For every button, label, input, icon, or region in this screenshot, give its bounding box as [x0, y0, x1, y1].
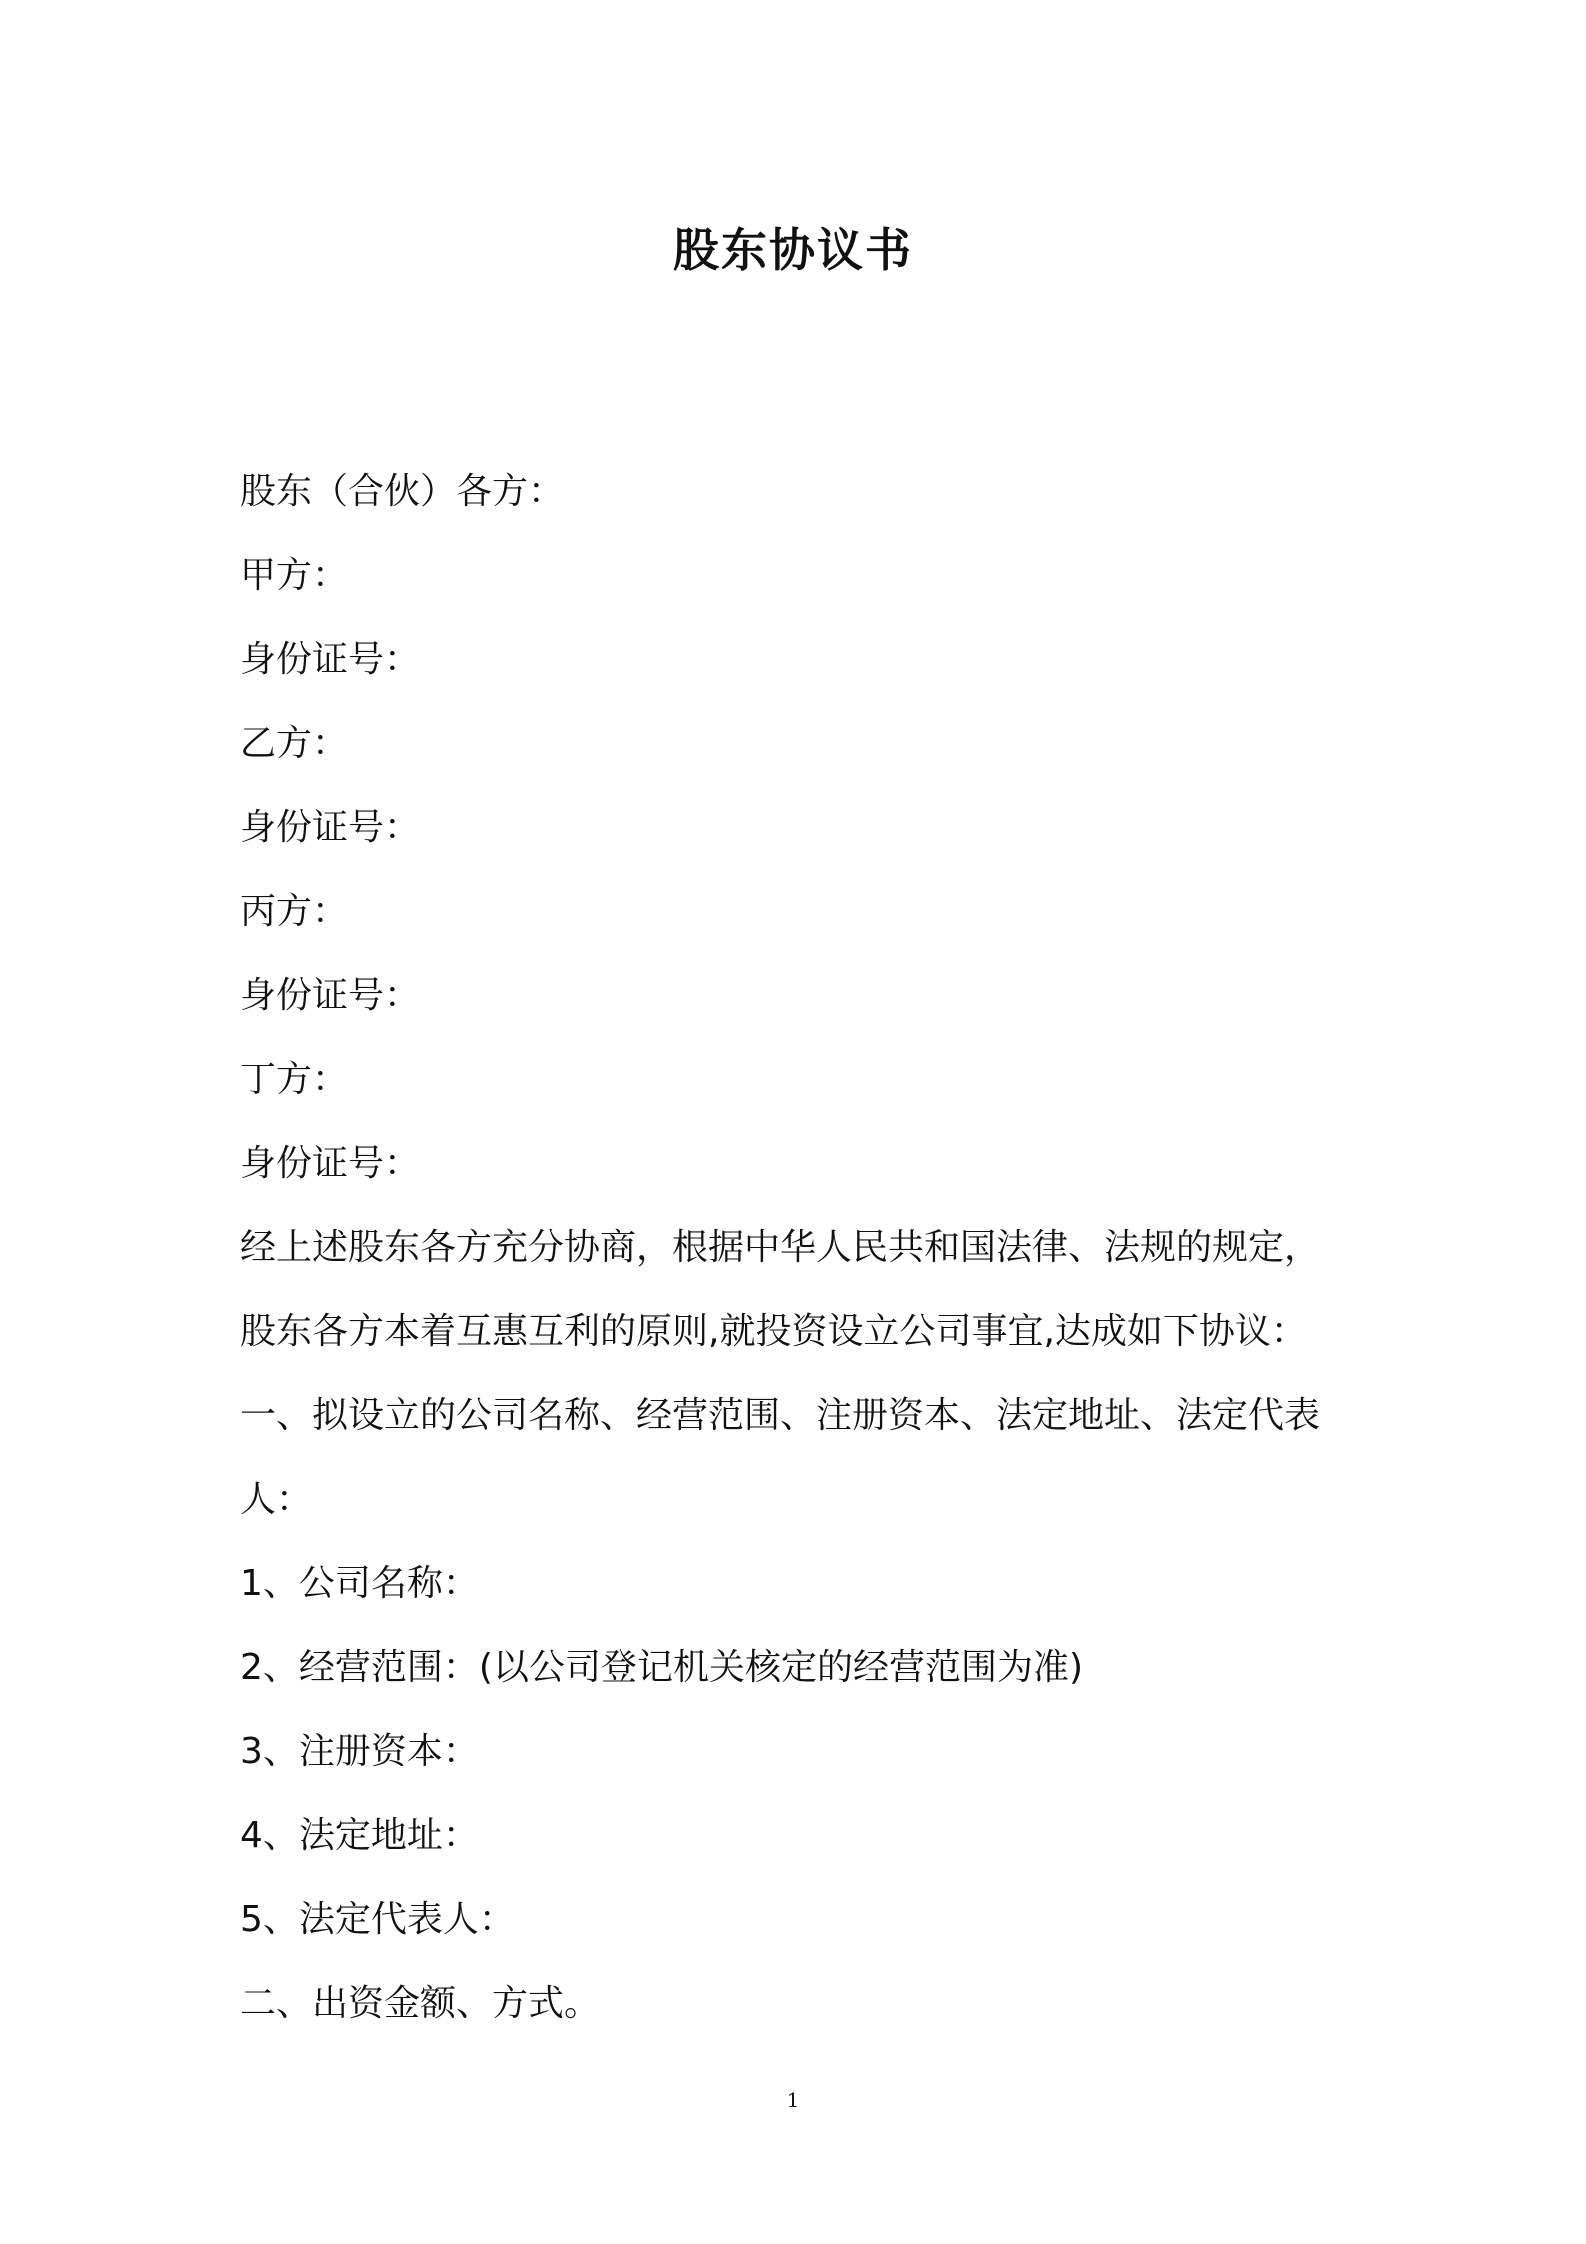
clause-registered-capital: 3、注册资本：	[240, 1731, 479, 1772]
text-line-party-c-id: 身份证号：	[240, 975, 421, 1016]
clause-business-scope: 2、经营范围：(以公司登记机关核定的经营范围为准)	[240, 1647, 1083, 1688]
text-line-party-c: 丙方：	[240, 891, 349, 932]
text-line-party-a-id: 身份证号：	[240, 639, 421, 680]
text-line-party-b: 乙方：	[240, 723, 349, 764]
text-line-party-d-id: 身份证号：	[240, 1143, 421, 1184]
document-title: 股东协议书	[673, 223, 913, 277]
section-heading-1: 一、拟设立的公司名称、经营范围、注册资本、法定地址、法定代表	[240, 1395, 1321, 1436]
clause-legal-representative: 5、法定代表人：	[240, 1899, 515, 1940]
text-line-party-b-id: 身份证号：	[240, 807, 421, 848]
section-heading-2: 二、出资金额、方式。	[240, 1983, 601, 2024]
text-line-parties-header: 股东（合伙）各方：	[240, 471, 565, 512]
clause-company-name: 1、公司名称：	[240, 1563, 479, 1604]
section-heading-1-cont: 人：	[240, 1479, 313, 1520]
text-line-party-d: 丁方：	[240, 1059, 349, 1100]
clause-legal-address: 4、法定地址：	[240, 1815, 479, 1856]
page-number: 1	[786, 2088, 800, 2112]
text-line-party-a: 甲方：	[240, 555, 349, 596]
document-body	[240, 450, 1370, 2046]
text-line-preamble-1: 经上述股东各方充分协商，根据中华人民共和国法律、法规的规定，	[240, 1227, 1321, 1268]
text-line-preamble-2: 股东各方本着互惠互利的原则,就投资设立公司事宜,达成如下协议：	[240, 1311, 1307, 1352]
